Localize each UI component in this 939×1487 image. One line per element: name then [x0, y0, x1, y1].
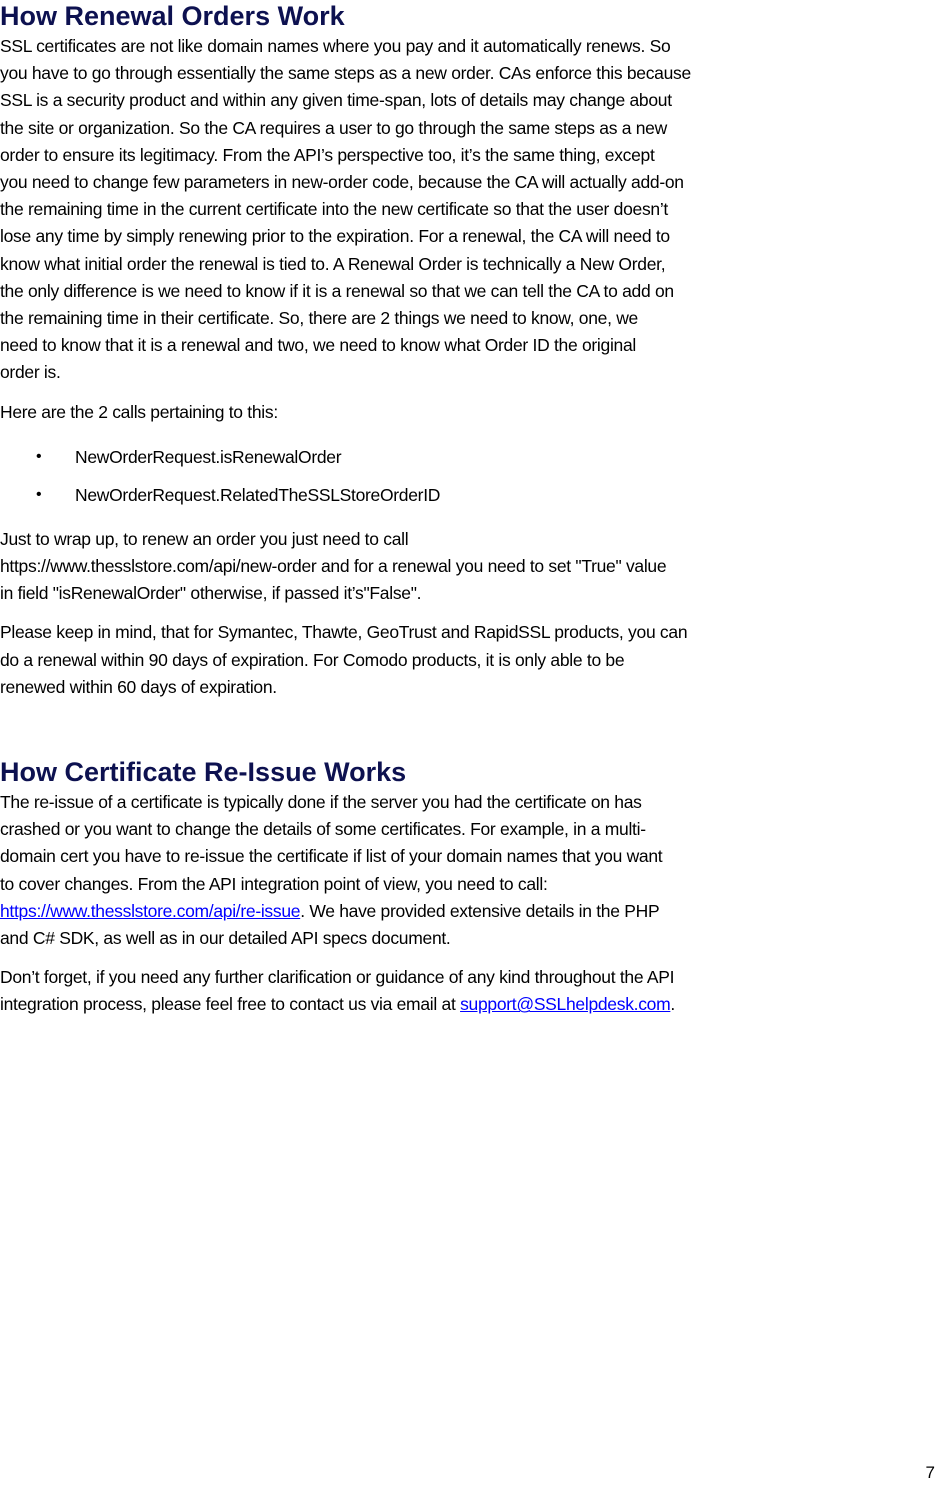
text-line: do a renewal within 90 days of expiration. For Comodo products, it is only able to be [0, 649, 625, 670]
text-line: the remaining time in the current certificate into the new certificate so that the user doesn’t [0, 199, 668, 220]
calls-intro-paragraph: Here are the 2 calls pertaining to this: [0, 401, 278, 422]
text-line: SSL is a security product and within any given time-span, lots of details may change about [0, 90, 672, 111]
text-line: domain cert you have to re-issue the certificate if list of your domain names that you want [0, 846, 663, 867]
text-fragment: . [670, 994, 675, 1015]
section-heading-reissue: How Certificate Re-Issue Works [0, 757, 407, 788]
bullet-icon: • [36, 447, 42, 465]
renewal-calls-list [0, 438, 934, 514]
text-line: order to ensure its legitimacy. From the API’s perspective too, it’s the same thing, except [0, 144, 655, 165]
list-item-text: NewOrderRequest.RelatedTheSSLStoreOrderID [75, 484, 441, 505]
text-line: the site or organization. So the CA requires a user to go through the same steps as a new [0, 117, 667, 138]
reissue-api-link[interactable]: https://www.thesslstore.com/api/re-issue [0, 900, 301, 921]
text-fragment: integration process, please feel free to contact us via email at [0, 994, 461, 1015]
text-line: need to know that it is a renewal and two, we need to know what Order ID the original [0, 335, 636, 356]
text-line: lose any time by simply renewing prior to the expiration. For a renewal, the CA will need to [0, 226, 670, 247]
text-line: The re-issue of a certificate is typically done if the server you had the certificate on has [0, 792, 642, 813]
reissue-paragraph [0, 789, 934, 952]
contact-paragraph [0, 964, 934, 1018]
list-item [0, 438, 934, 476]
renewal-intro-paragraph [0, 33, 934, 387]
text-line: you have to go through essentially the same steps as a new order. CAs enforce this because [0, 63, 691, 84]
text-line: Don’t forget, if you need any further clarification or guidance of any kind throughout the API [0, 967, 675, 988]
text-line: crashed or you want to change the details of some certificates. For example, in a multi- [0, 819, 646, 840]
text-line: the only difference is we need to know if it is a renewal so that we can tell the CA to add on [0, 280, 674, 301]
text-line: renewed within 60 days of expiration. [0, 676, 277, 697]
text-line: order is. [0, 362, 61, 383]
text-fragment: . We have provided extensive details in the PHP [300, 900, 660, 921]
page-number: 7 [925, 1463, 935, 1482]
text-line: to cover changes. From the API integration point of view, you need to call: [0, 873, 548, 894]
support-email-link[interactable]: support@SSLhelpdesk.com [460, 994, 671, 1015]
bullet-icon: • [36, 485, 42, 503]
text-line: SSL certificates are not like domain names where you pay and it automatically renews. So [0, 36, 671, 56]
list-item-text: NewOrderRequest.isRenewalOrder [75, 446, 342, 467]
text-line: in field "isRenewalOrder" otherwise, if passed it’s"False". [0, 583, 422, 604]
text-line: Just to wrap up, to renew an order you just need to call [0, 528, 409, 549]
text-line: and C# SDK, as well as in our detailed API specs document. [0, 928, 451, 949]
text-line: you need to change few parameters in new-order code, because the CA will actually add-on [0, 172, 684, 193]
text-line: know what initial order the renewal is tied to. A Renewal Order is technically a New Order, [0, 253, 666, 274]
section-heading-renewal-orders: How Renewal Orders Work [0, 1, 345, 31]
renewal-window-paragraph [0, 619, 934, 701]
text-line: the remaining time in their certificate. So, there are 2 things we need to know, one, we [0, 308, 638, 329]
text-line: https://www.thesslstore.com/api/new-order and for a renewal you need to set "True" value [0, 556, 667, 577]
wrap-up-paragraph [0, 526, 934, 608]
text-line: Please keep in mind, that for Symantec, Thawte, GeoTrust and RapidSSL products, you can [0, 622, 688, 643]
list-item [0, 476, 934, 514]
